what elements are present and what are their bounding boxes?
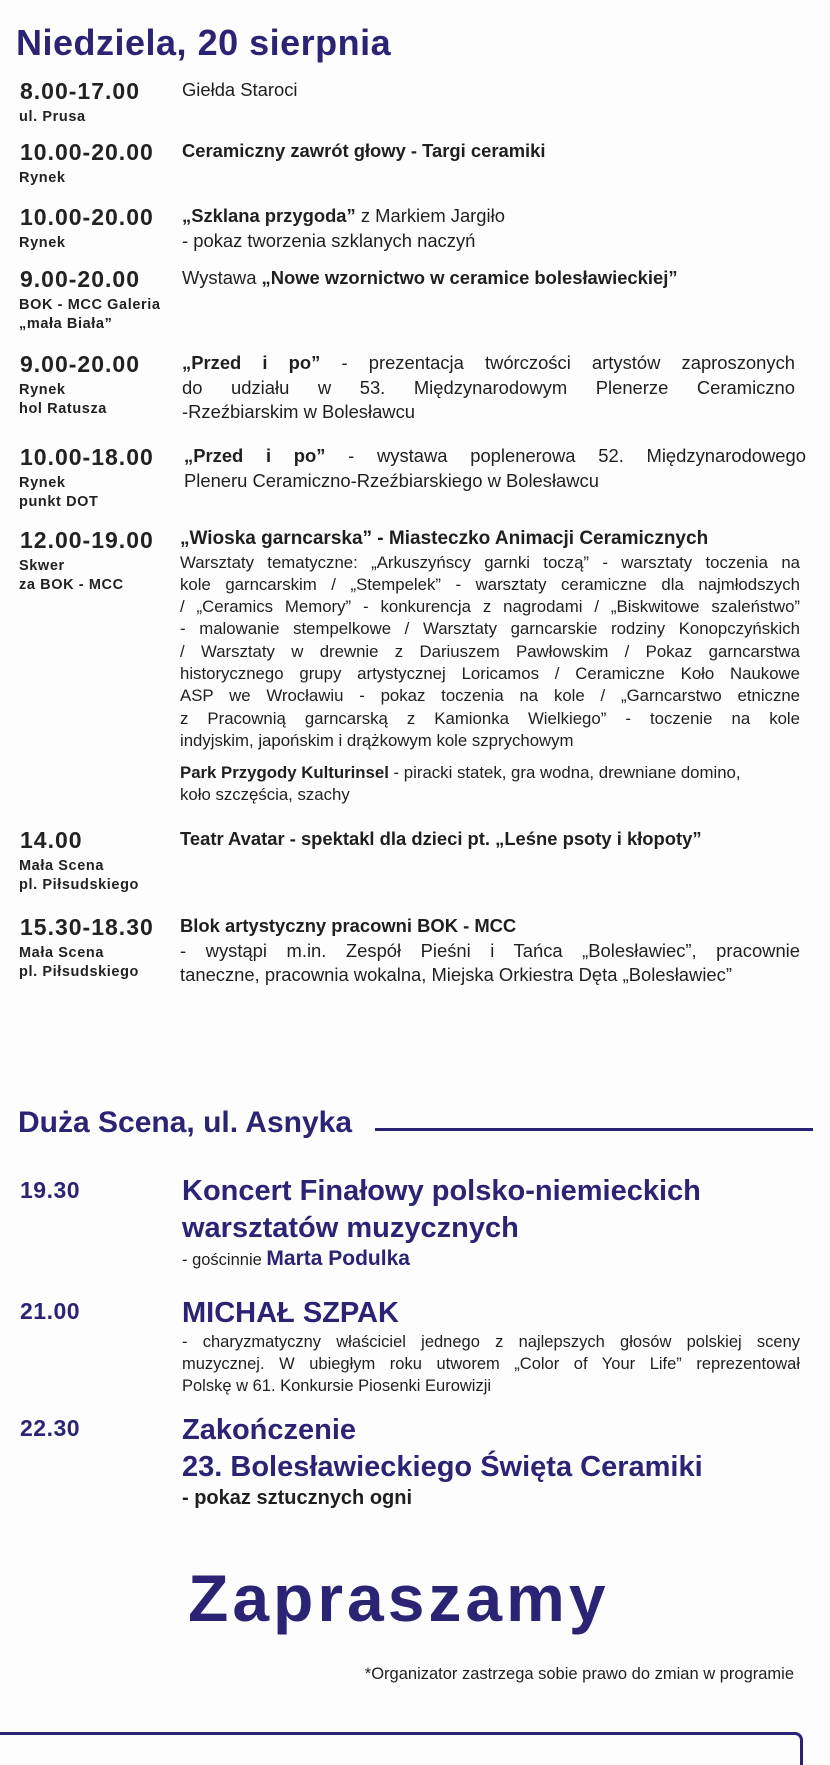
workshops-line: historycznego grupy artystycznej Loricamos / Ceramiczne Koło Naukowe <box>180 663 800 683</box>
location-line: Rynek <box>19 475 66 491</box>
entry-description <box>180 527 800 807</box>
entry-time: 12.00-19.00 <box>20 527 154 553</box>
location-line: punkt DOT <box>19 494 99 510</box>
description-line <box>182 266 798 291</box>
description-line: - pokaz tworzenia szklanych naczyń <box>182 229 476 251</box>
entry-time: 9.00-20.00 <box>20 266 140 292</box>
event-title-line: Koncert Finałowy polsko-niemieckich <box>182 1175 701 1207</box>
entry-description <box>180 914 800 988</box>
description-line <box>180 914 800 939</box>
location-line: BOK - MCC Galeria <box>19 297 161 313</box>
location-line: Skwer <box>19 558 65 574</box>
park-line: koło szczęścia, szachy <box>180 785 350 805</box>
section-heading: Duża Scena, ul. Asnyka <box>18 1106 353 1139</box>
location-line: za BOK - MCC <box>19 577 124 593</box>
description-line <box>180 827 796 852</box>
workshops-line: / Warsztaty w drewnie z Dariuszem Pawłowskim / Pokaz garncarstwa <box>180 641 800 661</box>
entry-time: 10.00-20.00 <box>20 204 154 230</box>
location-line: Rynek <box>19 235 66 251</box>
event-description-line: Polskę w 61. Konkursie Piosenki Eurowizji <box>182 1377 492 1395</box>
entry-location <box>19 296 161 334</box>
guest-prefix: - gościnnie <box>182 1251 267 1269</box>
description-bold: „Szklana przygoda” <box>182 205 356 226</box>
description-line <box>182 139 798 164</box>
invitation-text: Zapraszamy <box>188 1561 610 1635</box>
entry-location <box>19 857 139 895</box>
location-line: pl. Piłsudskiego <box>19 877 139 893</box>
entry-description <box>182 266 798 291</box>
description-bold: „Przed i po” <box>184 445 326 466</box>
workshops-paragraph <box>180 552 800 753</box>
event-guest <box>182 1248 800 1271</box>
event-description-line: - charyzmatyczny właściciel jednego z najlepszych głosów polskiej sceny <box>182 1333 800 1351</box>
event-time: 21.00 <box>20 1298 81 1324</box>
description-line: do udziału w 53. Międzynarodowym Plenerze Ceramiczno <box>182 376 795 398</box>
event-time: 19.30 <box>20 1177 81 1203</box>
event-title <box>182 1173 802 1247</box>
workshops-line: kole garncarskim / „Stempelek” - warsztaty ceramiczne dla najmłodszych <box>180 574 800 594</box>
entry-location <box>19 474 99 512</box>
event-title-line: warsztatów muzycznych <box>182 1212 519 1244</box>
event-title-line: MICHAŁ SZPAK <box>182 1297 399 1329</box>
event-subtitle: - pokaz sztucznych ogni <box>182 1487 413 1509</box>
event-title-line: 23. Bolesławieckiego Święta Ceramiki <box>182 1451 703 1483</box>
entry-description <box>182 139 798 164</box>
event-description <box>182 1331 800 1397</box>
entry-time: 14.00 <box>20 827 83 853</box>
location-line: pl. Piłsudskiego <box>19 964 139 980</box>
description-bold: Ceramiczny zawrót głowy - Targi ceramiki <box>182 140 546 161</box>
park-line <box>180 762 800 784</box>
entry-description <box>182 204 798 253</box>
description-bold: Blok artystyczny pracowni BOK - MCC <box>180 915 517 936</box>
location-line: „mała Biała” <box>19 316 113 332</box>
page-title: Niedziela, 20 sierpnia <box>16 22 392 63</box>
description-title: „Wioska garncarska” - Miasteczko Animacji Ceramicznych <box>180 528 709 549</box>
workshops-line: ASP we Wrocławiu - pokaz toczenia na kole / „Garncarstwo etniczne <box>180 686 800 706</box>
location-line: Rynek <box>19 382 66 398</box>
location-line: hol Ratusza <box>19 401 107 417</box>
entry-description <box>182 351 795 425</box>
location-line: Mała Scena <box>19 945 104 961</box>
disclaimer-note: *Organizator zastrzega sobie prawo do zmian w programie <box>364 1665 794 1683</box>
description-line: taneczne, pracownia wokalna, Miejska Orkiestra Dęta „Bolesławiec” <box>180 964 732 985</box>
entry-location <box>19 381 107 419</box>
entry-time: 10.00-18.00 <box>20 444 154 470</box>
location-line: Mała Scena <box>19 858 104 874</box>
entry-location <box>19 557 124 595</box>
entry-time: 8.00-17.00 <box>20 78 140 104</box>
description-line: -Rzeźbiarskim w Bolesławcu <box>182 401 416 422</box>
location-line: Rynek <box>19 170 66 186</box>
event-time: 22.30 <box>20 1415 81 1441</box>
guest-name: Marta Podulka <box>266 1247 410 1270</box>
description-line: - wystąpi m.in. Zespół Pieśni i Tańca „Bolesławiec”, pracownie <box>180 939 800 961</box>
workshops-line: z Pracownią garncarską z Kamionka Wielkiego” - toczenie na kole <box>180 708 800 728</box>
description-bold: „Nowe wzornictwo w ceramice bolesławieckiej” <box>261 267 678 288</box>
description-text: - wystawa poplenerowa 52. Międzynarodowego <box>325 445 806 466</box>
entry-location <box>19 234 66 253</box>
entry-time: 9.00-20.00 <box>20 351 140 377</box>
description-line: Giełda Staroci <box>182 79 298 100</box>
description-text: z Markiem Jargiło <box>355 205 505 226</box>
park-name: Park Przygody Kulturinsel <box>180 763 389 783</box>
event-title <box>182 1295 802 1332</box>
event-title <box>182 1412 802 1486</box>
park-paragraph <box>180 762 800 807</box>
section-divider <box>375 1128 813 1131</box>
description-line <box>182 204 798 229</box>
workshops-line: / „Ceramics Memory” - konkurencja z nagrodami / „Biskwitowe szaleństwo” <box>180 597 800 617</box>
description-bold: Teatr Avatar - spektakl dla dzieci pt. „Leśne psoty i kłopoty” <box>180 828 702 849</box>
description-line <box>184 444 806 469</box>
entry-location <box>19 108 86 127</box>
entry-time: 10.00-20.00 <box>20 139 154 165</box>
event-description-line: muzycznej. W ubiegłym roku utworem „Color of Your Life” reprezentował <box>182 1355 800 1373</box>
description-text: Wystawa <box>182 267 262 288</box>
entry-description <box>180 827 796 852</box>
description-bold: „Przed i po” <box>182 352 321 373</box>
entry-description <box>182 78 798 103</box>
description-line: Pleneru Ceramiczno-Rzeźbiarskiego w Bolesławcu <box>184 469 599 491</box>
description-text: - prezentacja twórczości artystów zaproszonych <box>320 352 795 373</box>
entry-description <box>184 444 806 493</box>
workshops-line: indyjskim, japońskim i drążkowym kole szprychowym <box>180 730 574 750</box>
park-text: - piracki statek, gra wodna, drewniane domino, <box>388 763 741 783</box>
entry-location <box>19 944 139 982</box>
location-line: ul. Prusa <box>19 109 86 125</box>
workshops-line: Warsztaty tematyczne: „Arkuszyńscy garnki toczą” - warsztaty toczenia na <box>180 552 800 572</box>
entry-time: 15.30-18.30 <box>20 914 154 940</box>
workshops-line: - malowanie stempelkowe / Warsztaty garncarskie rodziny Konopczyńskich <box>180 619 800 639</box>
description-line <box>182 351 795 376</box>
event-title-line: Zakończenie <box>182 1414 357 1446</box>
entry-location <box>19 169 66 188</box>
